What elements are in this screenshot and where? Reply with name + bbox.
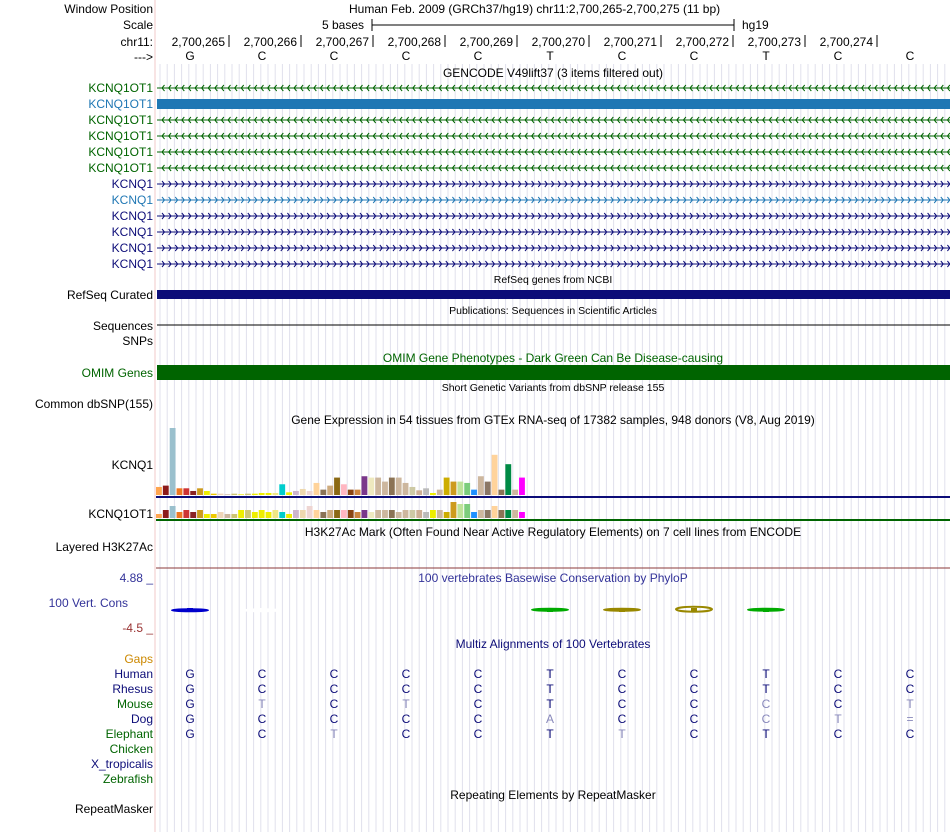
species-label[interactable]: Human (114, 667, 153, 681)
phylop-label[interactable]: 100 Vert. Cons (48, 596, 128, 610)
gtex-kcnq1ot1-bar (368, 512, 374, 518)
gtex-kcnq1ot1-bar (409, 510, 415, 518)
alignment-base: C (473, 697, 483, 711)
gtex-kcnq1ot1-bar (451, 502, 457, 518)
gencode-row-label[interactable]: KCNQ1OT1 (88, 145, 153, 159)
strand-label: ---> (134, 50, 153, 64)
gencode-row-label[interactable]: KCNQ1OT1 (88, 81, 153, 95)
alignment-base: C (473, 727, 483, 741)
gtex-kcnq1-bar (368, 478, 374, 495)
gtex-kcnq1ot1-bar (464, 504, 470, 518)
refseq-title[interactable]: RefSeq genes from NCBI (493, 274, 613, 286)
gtex-kcnq1-bar (259, 493, 265, 495)
gtex-kcnq1-bar (512, 490, 518, 495)
gtex-kcnq1ot1-bar (183, 510, 189, 518)
alignment-base: T (834, 712, 842, 726)
gtex-kcnq1ot1-bar (437, 510, 443, 518)
ruler-position: 2,700,265 (171, 35, 225, 49)
gtex-kcnq1-bar (190, 491, 196, 495)
alignment-base: T (402, 697, 410, 711)
ruler-position: 2,700,270 (531, 35, 585, 49)
species-label[interactable]: X_tropicalis (90, 757, 153, 771)
gtex-kcnq1ot1-bar (204, 514, 210, 518)
gtex-kcnq1ot1-bar (423, 512, 429, 518)
assembly-label: hg19 (742, 18, 769, 32)
gtex-kcnq1ot1-bar (259, 510, 265, 518)
gtex-kcnq1ot1-bar (252, 512, 258, 518)
gtex-kcnq1ot1-bar (499, 510, 505, 518)
gtex-kcnq1ot1-bar (163, 510, 169, 518)
snps-label[interactable]: SNPs (122, 334, 153, 348)
gtex-kcnq1-bar (163, 486, 169, 495)
phylop-mark (187, 608, 193, 612)
phylop-mark (259, 608, 265, 612)
gtex-kcnq1-bar (451, 482, 457, 495)
alignment-base: C (401, 712, 411, 726)
ruler-position: 2,700,268 (387, 35, 441, 49)
gencode-row-label[interactable]: KCNQ1 (111, 193, 153, 207)
alignment-base: T (258, 697, 266, 711)
gencode-row-label[interactable]: KCNQ1 (111, 209, 153, 223)
repeatmasker-title[interactable]: Repeating Elements by RepeatMasker (450, 788, 656, 802)
alignment-base: T (762, 682, 770, 696)
alignment-base: G (185, 667, 195, 681)
gtex-kcnq1-bar (307, 491, 313, 495)
gtex-kcnq1-bar (279, 484, 285, 495)
gtex-kcnq1ot1-bar (225, 514, 231, 518)
gtex-kcnq1ot1-bar (519, 512, 525, 518)
refseq-label[interactable]: RefSeq Curated (66, 288, 153, 302)
gtex-kcnq1-bar (204, 491, 210, 495)
gtex-kcnq1ot1-bar (471, 512, 477, 518)
gtex-kcnq1-bar (464, 483, 470, 495)
alignment-base: T (762, 667, 770, 681)
gtex-kcnq1ot1-bar (505, 510, 511, 518)
phylop-ymax: 4.88 _ (119, 571, 153, 585)
alignment-base: C (689, 712, 699, 726)
gtex-kcnq1-bar (416, 490, 422, 495)
gtex-kcnq1ot1-bar (177, 512, 183, 518)
species-label[interactable]: Dog (130, 712, 153, 726)
gtex-kcnq1ot1-bar (314, 510, 320, 518)
gencode-row-label[interactable]: KCNQ1 (111, 241, 153, 255)
phylop-mark (691, 608, 697, 612)
alignment-base: C (833, 682, 843, 696)
alignment-base: C (329, 682, 339, 696)
gtex-gene1-label[interactable]: KCNQ1 (111, 458, 153, 472)
alignment-base: C (833, 667, 843, 681)
alignment-base: C (689, 667, 699, 681)
phylop-mark (547, 608, 553, 612)
gtex-kcnq1ot1-bar (403, 510, 409, 518)
gtex-kcnq1ot1-bar (286, 514, 292, 518)
gtex-kcnq1-bar (519, 478, 525, 495)
reference-base: C (401, 49, 411, 63)
gtex-kcnq1ot1-bar (231, 514, 237, 518)
gtex-kcnq1ot1-bar (362, 510, 368, 518)
gtex-kcnq1ot1-bar (211, 514, 217, 518)
omim-title[interactable]: OMIM Gene Phenotypes - Dark Green Can Be Disease-causing (382, 351, 724, 365)
reference-base: C (329, 49, 339, 63)
reference-base: C (257, 49, 267, 63)
alignment-base: C (617, 667, 627, 681)
gtex-kcnq1-bar (423, 488, 429, 495)
gtex-kcnq1ot1-bar (416, 510, 422, 518)
gtex-kcnq1-bar (382, 482, 388, 495)
alignment-base: T (546, 697, 554, 711)
ruler-position: 2,700,272 (675, 35, 729, 49)
gencode-row-label[interactable]: KCNQ1OT1 (88, 97, 153, 111)
gtex-kcnq1ot1-bar (348, 510, 354, 518)
phylop-title[interactable]: 100 vertebrates Basewise Conservation by PhyloP (418, 571, 688, 585)
gencode-row-label[interactable]: KCNQ1OT1 (88, 161, 153, 175)
gtex-kcnq1-bar (362, 476, 368, 495)
gtex-kcnq1-bar (211, 494, 217, 495)
species-label[interactable]: Rhesus (112, 682, 153, 696)
alignment-base: C (617, 697, 627, 711)
h3k27ac-label[interactable]: Layered H3K27Ac (55, 540, 153, 554)
h3k27ac-title[interactable]: H3K27Ac Mark (Often Found Near Active Regulatory Elements) on 7 cell lines from ENCODE (304, 525, 802, 539)
gtex-kcnq1-bar (197, 488, 203, 495)
gtex-kcnq1ot1-bar (444, 512, 450, 518)
species-label[interactable]: Chicken (109, 742, 153, 756)
gtex-kcnq1-bar (320, 490, 326, 495)
gtex-kcnq1ot1-bar (197, 510, 203, 518)
gtex-kcnq1-bar (266, 493, 272, 495)
alignment-base: C (257, 712, 267, 726)
alignment-base: C (257, 682, 267, 696)
ruler-position: 2,700,271 (603, 35, 657, 49)
phylop-ymin: -4.5 _ (122, 621, 153, 635)
gtex-kcnq1ot1-bar (266, 512, 272, 518)
scale-text: 5 bases (322, 18, 365, 32)
alignment-base: C (689, 697, 699, 711)
alignment-base: C (257, 727, 267, 741)
gtex-gene2-label[interactable]: KCNQ1OT1 (88, 507, 153, 521)
gtex-kcnq1-bar (444, 478, 450, 495)
gtex-kcnq1ot1-bar (300, 510, 306, 518)
reference-base: G (185, 49, 195, 63)
gtex-kcnq1-bar (348, 490, 354, 495)
alignment-base: T (906, 697, 914, 711)
species-label[interactable]: Mouse (116, 697, 153, 711)
gtex-kcnq1ot1-bar (279, 512, 285, 518)
gtex-kcnq1ot1-bar (341, 510, 347, 518)
gtex-kcnq1-bar (341, 484, 347, 495)
gtex-kcnq1-bar (396, 478, 402, 495)
gtex-kcnq1ot1-bar (218, 512, 224, 518)
gtex-kcnq1-bar (437, 490, 443, 495)
gtex-kcnq1-bar (478, 476, 484, 495)
gtex-kcnq1-bar (225, 494, 231, 495)
alignment-base: A (545, 712, 554, 726)
alignment-base: = (906, 712, 914, 726)
gtex-kcnq1-bar (231, 494, 237, 495)
reference-base: C (689, 49, 699, 63)
gtex-kcnq1ot1-bar (272, 510, 278, 518)
alignment-base: C (905, 667, 915, 681)
gaps-label: Gaps (124, 652, 153, 666)
gencode-row-label[interactable]: KCNQ1 (111, 177, 153, 191)
alignment-base: C (401, 667, 411, 681)
alignment-base: C (761, 697, 771, 711)
gtex-kcnq1-bar (457, 482, 463, 495)
alignment-base: C (833, 727, 843, 741)
alignment-base: T (546, 682, 554, 696)
multiz-title[interactable]: Multiz Alignments of 100 Vertebrates (455, 637, 651, 651)
gtex-kcnq1-bar (218, 494, 224, 495)
phylop-mark (619, 608, 625, 612)
alignment-base: C (833, 697, 843, 711)
scale-label: Scale (122, 18, 153, 32)
gtex-kcnq1-bar (389, 478, 395, 495)
gtex-kcnq1ot1-bar (327, 510, 333, 518)
alignment-base: G (185, 712, 195, 726)
gtex-kcnq1-bar (499, 490, 505, 495)
gtex-kcnq1-bar (156, 487, 162, 495)
alignment-base: C (473, 667, 483, 681)
omim-bar (157, 365, 950, 380)
alignment-base: G (185, 697, 195, 711)
ruler-position: 2,700,273 (747, 35, 801, 49)
alignment-base: C (329, 667, 339, 681)
gtex-kcnq1-bar (485, 482, 491, 495)
gtex-kcnq1ot1-bar (293, 510, 299, 518)
gtex-kcnq1-bar (430, 493, 436, 495)
alignment-base: C (617, 682, 627, 696)
gtex-kcnq1-bar (334, 478, 340, 495)
gtex-kcnq1ot1-bar (382, 510, 388, 518)
alignment-base: C (401, 727, 411, 741)
gtex-kcnq1-bar (177, 488, 183, 495)
refseq-bar (157, 290, 950, 299)
alignment-base: T (330, 727, 338, 741)
window-position-text: Human Feb. 2009 (GRCh37/hg19) chr11:2,700,265-2,700,275 (11 bp) (349, 2, 721, 16)
gtex-kcnq1ot1-bar (512, 510, 518, 518)
alignment-base: C (617, 712, 627, 726)
alignment-base: C (401, 682, 411, 696)
alignment-base: G (185, 727, 195, 741)
gtex-kcnq1-bar (286, 492, 292, 495)
alignment-base: C (473, 682, 483, 696)
gtex-kcnq1ot1-bar (156, 514, 162, 518)
reference-base: C (473, 49, 483, 63)
gtex-kcnq1-bar (505, 464, 511, 495)
alignment-base: T (546, 727, 554, 741)
gtex-kcnq1-bar (492, 455, 498, 495)
gtex-kcnq1ot1-bar (478, 510, 484, 518)
phylop-mark (763, 608, 769, 612)
publications-label[interactable]: Sequences (92, 319, 153, 333)
publications-title[interactable]: Publications: Sequences in Scientific Articles (449, 305, 657, 317)
gtex-kcnq1ot1-bar (355, 512, 361, 518)
alignment-base: C (257, 667, 267, 681)
gtex-kcnq1-bar (293, 491, 299, 495)
ruler-position: 2,700,269 (459, 35, 513, 49)
gtex-kcnq1ot1-bar (307, 506, 313, 518)
chrom-label: chr11: (120, 35, 153, 49)
ruler-position: 2,700,274 (819, 35, 873, 49)
alignment-base: C (329, 697, 339, 711)
omim-label[interactable]: OMIM Genes (81, 366, 153, 380)
gtex-kcnq1ot1-bar (320, 512, 326, 518)
alignment-base: C (473, 712, 483, 726)
gtex-kcnq1-bar (238, 494, 244, 495)
alignment-base: G (185, 682, 195, 696)
alignment-base: C (689, 727, 699, 741)
gtex-kcnq1-bar (403, 483, 409, 495)
gtex-kcnq1ot1-bar (334, 510, 340, 518)
gtex-kcnq1-bar (300, 489, 306, 495)
gtex-kcnq1-bar (409, 487, 415, 495)
repeatmasker-label[interactable]: RepeatMasker (74, 802, 153, 816)
reference-base: T (546, 49, 554, 63)
gencode-exon-bar (157, 99, 950, 109)
gtex-kcnq1-bar (355, 490, 361, 495)
alignment-base: C (761, 712, 771, 726)
gtex-kcnq1-bar (252, 494, 258, 495)
alignment-base: T (618, 727, 626, 741)
gtex-kcnq1-bar (183, 488, 189, 495)
gtex-kcnq1ot1-bar (375, 510, 381, 518)
gencode-row-label[interactable]: KCNQ1OT1 (88, 113, 153, 127)
alignment-base: C (905, 727, 915, 741)
gtex-kcnq1-bar (314, 483, 320, 495)
gtex-kcnq1ot1-bar (170, 506, 176, 518)
gtex-kcnq1ot1-bar (485, 510, 491, 518)
window-position-label: Window Position (64, 2, 153, 16)
dbsnp-title[interactable]: Short Genetic Variants from dbSNP release 155 (441, 382, 665, 394)
species-label[interactable]: Zebrafish (102, 772, 153, 786)
alignment-base: C (689, 682, 699, 696)
gtex-kcnq1ot1-bar (396, 512, 402, 518)
gtex-kcnq1-bar (471, 490, 477, 495)
alignment-base: C (905, 682, 915, 696)
gtex-kcnq1ot1-bar (238, 510, 244, 518)
gtex-kcnq1ot1-bar (492, 506, 498, 518)
gencode-row-label[interactable]: KCNQ1 (111, 257, 153, 271)
alignment-base: T (546, 667, 554, 681)
gtex-kcnq1ot1-bar (389, 510, 395, 518)
gtex-kcnq1ot1-bar (245, 510, 251, 518)
ruler-position: 2,700,267 (315, 35, 369, 49)
gencode-row-label[interactable]: KCNQ1OT1 (88, 129, 153, 143)
gtex-kcnq1ot1-bar (457, 504, 463, 518)
ruler-position: 2,700,266 (243, 35, 297, 49)
gtex-kcnq1-bar (375, 478, 381, 495)
dbsnp-label[interactable]: Common dbSNP(155) (34, 397, 153, 411)
gtex-kcnq1ot1-bar (190, 512, 196, 518)
gencode-row-label[interactable]: KCNQ1 (111, 225, 153, 239)
gtex-kcnq1-bar (245, 494, 251, 495)
gtex-kcnq1ot1-bar (430, 510, 436, 518)
alignment-base: C (329, 712, 339, 726)
alignment-base: T (762, 727, 770, 741)
reference-base: C (833, 49, 843, 63)
species-label[interactable]: Elephant (105, 727, 153, 741)
gtex-kcnq1-bar (327, 486, 333, 495)
reference-base: C (617, 49, 627, 63)
gencode-title[interactable]: GENCODE V49lift37 (3 items filtered out) (442, 66, 664, 80)
gtex-kcnq1-bar (170, 428, 176, 495)
reference-base: C (905, 49, 915, 63)
gtex-kcnq1-bar (272, 493, 278, 495)
reference-base: T (762, 49, 770, 63)
gtex-title[interactable]: Gene Expression in 54 tissues from GTEx RNA-seq of 17382 samples, 948 donors (V8, Aug 2019) (291, 413, 815, 427)
